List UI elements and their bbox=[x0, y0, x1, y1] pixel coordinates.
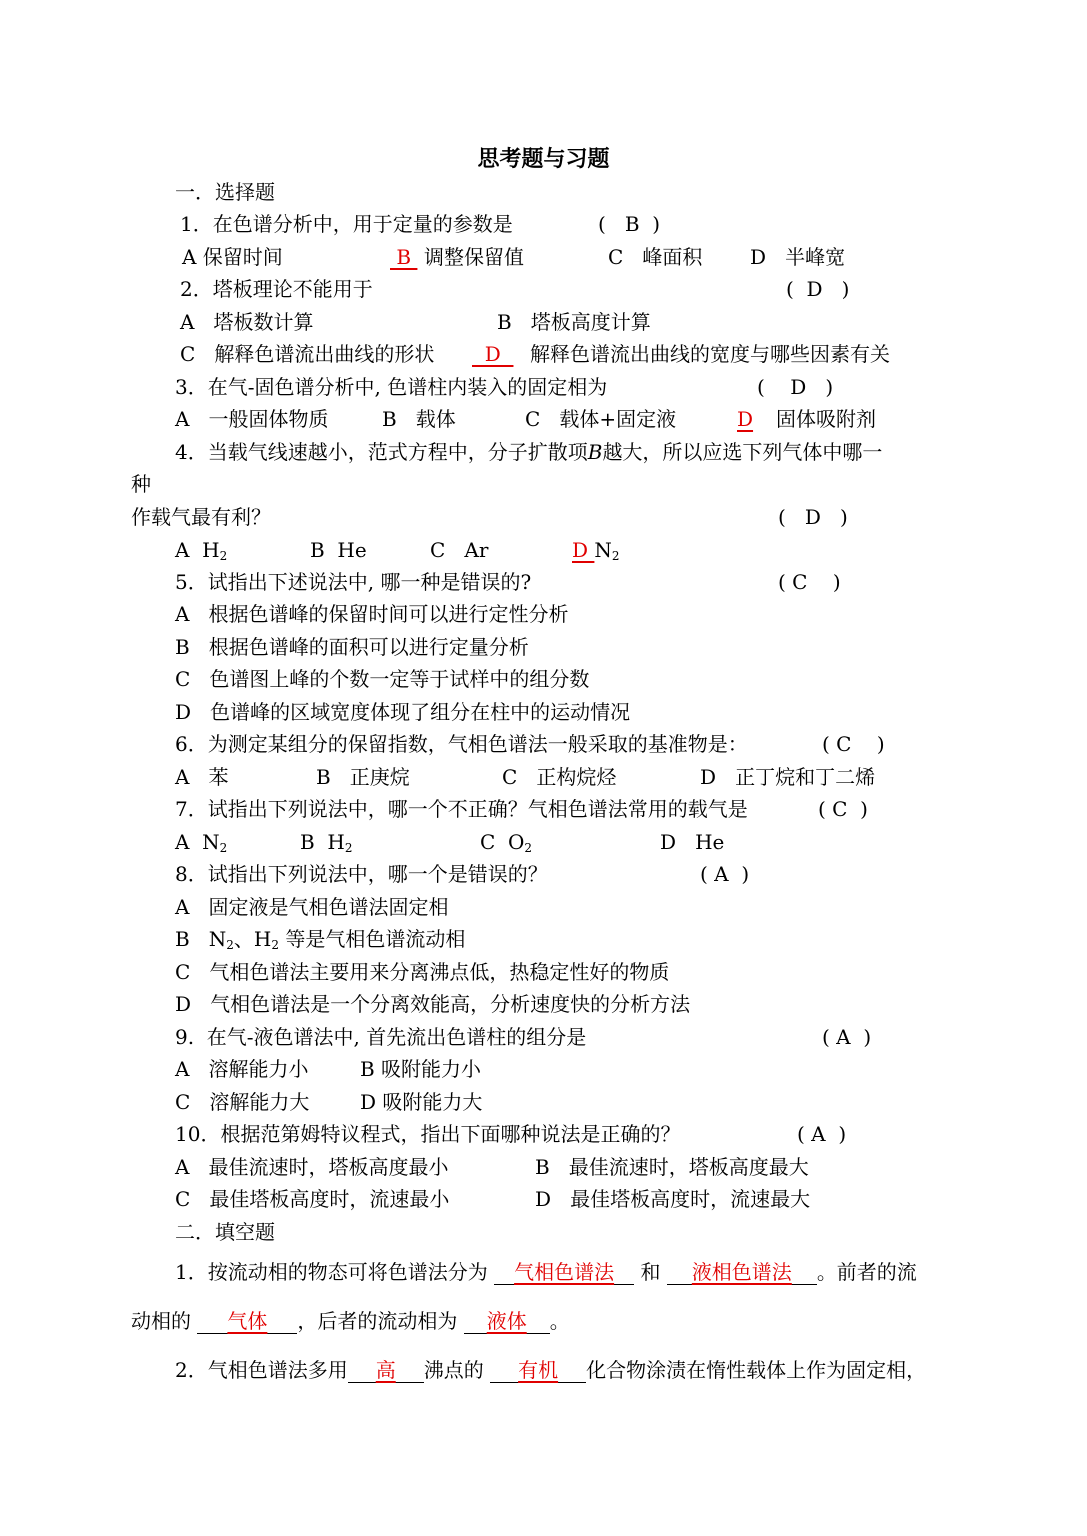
question-10-text: 10．根据范第姆特议程式，指出下面哪种说法是正确的？ bbox=[175, 1122, 681, 1146]
q6-option-c: C 正构烷烃 bbox=[502, 765, 617, 789]
question-9-text: 9. 在气-液色谱法中, 首先流出色谱柱的组分是 bbox=[175, 1025, 587, 1049]
q10-option-b: B 最佳流速时，塔板高度最大 bbox=[535, 1155, 809, 1179]
fill-2-line-1: 2．气相色谱法多用 高 沸点的 有机 化合物涂渍在惰性载体上作为固定相， bbox=[175, 1358, 927, 1382]
q2-option-c: C 解释色谱流出曲线的形状 bbox=[180, 342, 435, 366]
question-6-answer: ( C ) bbox=[822, 732, 885, 756]
q4-option-b: B He bbox=[310, 538, 367, 562]
q10-option-d: D 最佳塔板高度时，流速最大 bbox=[535, 1187, 811, 1211]
q5-option-b: B 根据色谱峰的面积可以进行定量分析 bbox=[175, 635, 529, 659]
q2-option-b: B 塔板高度计算 bbox=[497, 310, 651, 334]
question-4-text-cont: 作载气最有利？ bbox=[131, 505, 271, 529]
question-4-answer: ( D ) bbox=[778, 505, 848, 529]
question-4-text-wrap: 种 bbox=[131, 472, 151, 496]
q8-option-a: A 固定液是气相色谱法固定相 bbox=[175, 895, 449, 919]
q3-option-d: 固体吸附剂 bbox=[776, 407, 876, 431]
fill-2-answer-2: 有机 bbox=[518, 1358, 559, 1382]
q1-option-d: D 半峰宽 bbox=[750, 245, 846, 269]
q9-option-c: C 溶解能力大 bbox=[175, 1090, 310, 1114]
q1-option-b: 调整保留值 bbox=[424, 245, 524, 269]
q3-option-c: C 载体+固定液 bbox=[525, 407, 677, 431]
fill-1-answer-4: 液体 bbox=[486, 1309, 527, 1333]
question-2-answer: ( D ) bbox=[786, 277, 850, 301]
question-7-text: 7．试指出下列说法中，哪一个不正确？气相色谱法常用的载气是 bbox=[175, 797, 748, 821]
question-8-answer: ( A ) bbox=[700, 862, 750, 886]
question-3-answer: ( D ) bbox=[757, 375, 834, 399]
question-1-text: 1．在色谱分析中，用于定量的参数是 bbox=[180, 212, 513, 236]
question-5-answer: ( C ) bbox=[778, 570, 841, 594]
q9-option-d: D 吸附能力大 bbox=[360, 1090, 483, 1114]
q2-option-d: 解释色谱流出曲线的宽度与哪些因素有关 bbox=[530, 342, 890, 366]
q7-option-a: A $N_2$ bbox=[175, 830, 228, 855]
section-heading-fill: 二．填空题 bbox=[175, 1220, 275, 1244]
section-heading-choice: 一．选择题 bbox=[175, 180, 275, 204]
q10-option-c: C 最佳塔板高度时，流速最小 bbox=[175, 1187, 450, 1211]
question-4-text: 4．当载气线速越小，范式方程中，分子扩散项B越大，所以应选下列气体中哪一 bbox=[175, 440, 883, 464]
q3-option-d-mark: D bbox=[737, 407, 754, 431]
question-10-answer: ( A ) bbox=[797, 1122, 847, 1146]
q7-option-b: B $H_2$ bbox=[300, 830, 353, 855]
q5-option-c: C 色谱图上峰的个数一定等于试样中的组分数 bbox=[175, 667, 590, 691]
question-8-text: 8．试指出下列说法中，哪一个是错误的？ bbox=[175, 862, 548, 886]
fill-1-line-1: 1．按流动相的物态可将色谱法分为 气相色谱法 和 液相色谱法 。前者的流 bbox=[175, 1260, 917, 1284]
q1-option-b-mark: B bbox=[390, 245, 418, 269]
fill-1-answer-3: 气体 bbox=[227, 1309, 268, 1333]
question-1-answer: ( B ) bbox=[598, 212, 661, 236]
q5-option-a: A 根据色谱峰的保留时间可以进行定性分析 bbox=[175, 602, 569, 626]
q10-option-a: A 最佳流速时，塔板高度最小 bbox=[175, 1155, 449, 1179]
question-5-text: 5．试指出下述说法中, 哪一种是错误的? bbox=[175, 570, 532, 594]
q5-option-d: D 色谱峰的区域宽度体现了组分在柱中的运动情况 bbox=[175, 700, 631, 724]
q9-option-b: B 吸附能力小 bbox=[360, 1057, 482, 1081]
q3-option-b: B 载体 bbox=[382, 407, 456, 431]
fill-1-line-2: 动相的 气体 ，后者的流动相为 液体 。 bbox=[131, 1309, 570, 1333]
q2-option-a: A 塔板数计算 bbox=[180, 310, 314, 334]
q2-option-d-mark: D bbox=[472, 342, 514, 366]
q6-option-a: A 苯 bbox=[175, 765, 229, 789]
q8-option-d: D 气相色谱法是一个分离效能高，分析速度快的分析方法 bbox=[175, 992, 691, 1016]
q4-option-d: D $N_2$ bbox=[572, 538, 620, 563]
fill-1-answer-1: 气相色谱法 bbox=[514, 1260, 615, 1284]
q7-option-c: C $O_2$ bbox=[480, 830, 533, 855]
question-2-text: 2．塔板理论不能用于 bbox=[180, 277, 373, 301]
q6-option-d: D 正丁烷和丁二烯 bbox=[700, 765, 876, 789]
q1-option-a: A 保留时间 bbox=[182, 245, 283, 269]
q9-option-a: A 溶解能力小 bbox=[175, 1057, 309, 1081]
question-9-answer: ( A ) bbox=[822, 1025, 872, 1049]
q8-option-c: C 气相色谱法主要用来分离沸点低，热稳定性好的物质 bbox=[175, 960, 670, 984]
q3-option-a: A 一般固体物质 bbox=[175, 407, 329, 431]
q7-option-d: D He bbox=[660, 830, 725, 854]
q6-option-b: B 正庚烷 bbox=[316, 765, 410, 789]
question-3-text: 3．在气-固色谱分析中, 色谱柱内装入的固定相为 bbox=[175, 375, 608, 399]
fill-2-answer-1: 高 bbox=[375, 1358, 396, 1382]
q1-option-c: C 峰面积 bbox=[608, 245, 703, 269]
fill-1-answer-2: 液相色谱法 bbox=[691, 1260, 792, 1284]
q4-option-a: A $H_2$ bbox=[175, 538, 228, 563]
page-title: 思考题与习题 bbox=[477, 146, 610, 172]
question-7-answer: ( C ) bbox=[818, 797, 868, 821]
question-6-text: 6．为测定某组分的保留指数，气相色谱法一般采取的基准物是： bbox=[175, 732, 748, 756]
q8-option-b: B $N_2$、$H_2$ 等是气相色谱流动相 bbox=[175, 927, 466, 952]
q4-option-c: C Ar bbox=[430, 538, 489, 562]
